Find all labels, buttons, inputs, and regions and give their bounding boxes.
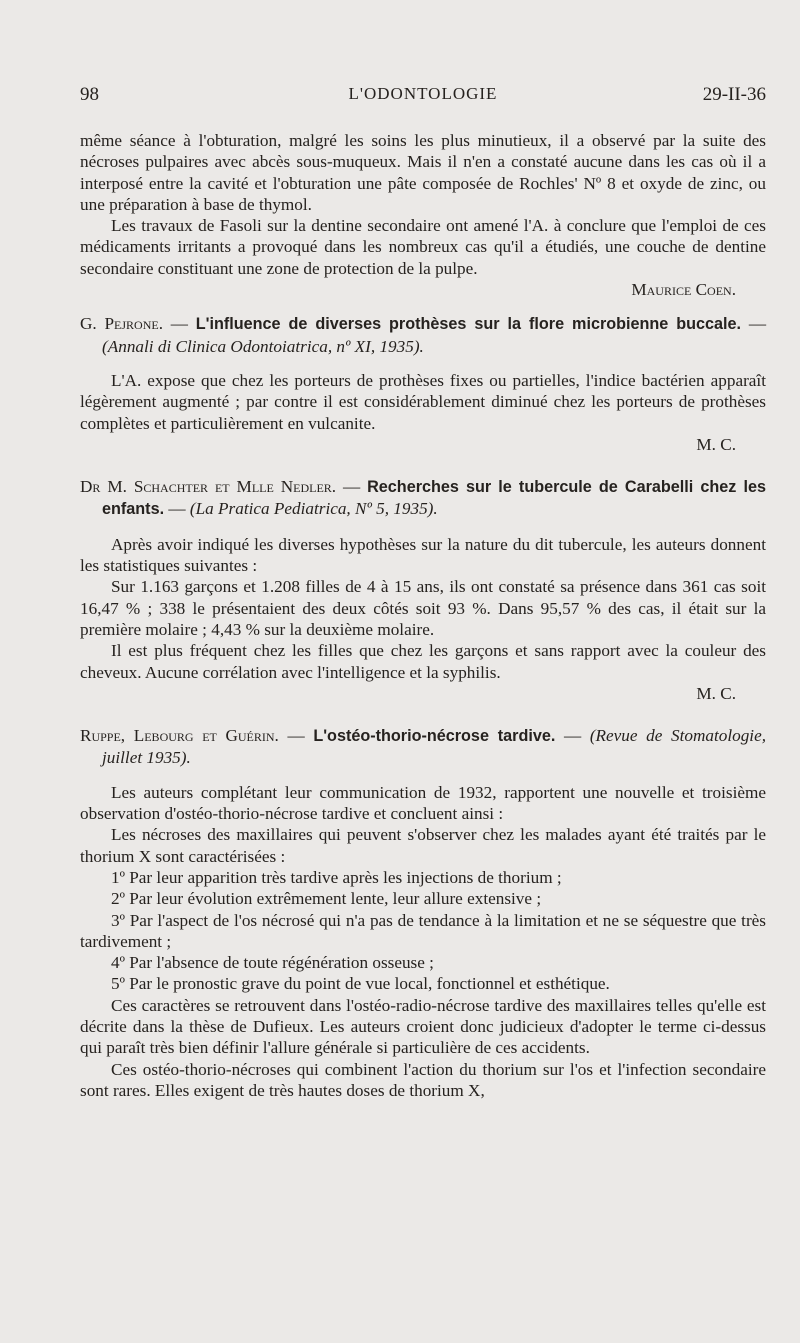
page-header: [80, 84, 766, 112]
review-title: L'influence de diverses prothèses sur la flore microbienne buccale.: [195, 315, 742, 334]
review-heading: [80, 725, 766, 769]
review-heading: [80, 476, 766, 521]
paragraph: Les auteurs complétant leur communication de 1932, rapportent une nouvelle et troisième observation d'ostéo-thorio-nécrose tardive et concluent ainsi :: [80, 782, 766, 824]
review-authors: G. Pejrone.: [80, 314, 164, 334]
page-number: 98: [80, 84, 99, 105]
dash: —: [164, 499, 190, 519]
paragraph: Ces ostéo-thorio-nécroses qui combinent l'action du thorium sur l'os et l'infection secondaire sont rares. Elles exigent de très hautes doses de thorium X,: [80, 1059, 766, 1100]
running-title: L'ODONTOLOGIE: [348, 84, 498, 103]
list-item: 5º Par le pronostic grave du point de vue local, fonctionnel et esthétique.: [111, 974, 610, 994]
review-source: (Revue de Stomatologie, juillet 1935).: [102, 726, 766, 768]
dash: —: [555, 726, 590, 746]
paragraph: même séance à l'obturation, malgré les soins les plus minutieux, il a observé par la suite des nécroses pulpaires avec abcès sous-muqueux. Mais il n'en a constaté aucune dans les cas où il a interposé entre la cavité et l'obturation une pâte composée de Rochles' Nº 8 et oxyde de zinc, ou une préparation à base de thymol.: [80, 131, 766, 214]
dash: —: [741, 314, 767, 334]
review-heading: [80, 313, 766, 357]
review-title: L'ostéo-thorio-nécrose tardive.: [313, 727, 556, 746]
signature: Maurice Coen.: [631, 280, 736, 300]
paragraph: Les travaux de Fasoli sur la dentine secondaire ont amené l'A. à conclure que l'emploi de ces médicaments irritants a provoqué dans les nombreux cas qu'il a étudiés, une couche de dentine secondaire constituant une zone de protection de la pulpe.: [80, 216, 766, 278]
list-item: 4º Par l'absence de toute régénération osseuse ;: [111, 953, 434, 973]
paragraph: Il est plus fréquent chez les filles que chez les garçons et sans rapport avec la couleur des cheveux. Aucune corrélation avec l'intelligence et la syphilis.: [80, 641, 766, 682]
review-authors: Dr M. Schachter et Mlle Nedler.: [80, 477, 337, 497]
dash: —: [278, 726, 314, 746]
signature: M. C.: [696, 683, 736, 703]
dash: —: [163, 314, 196, 334]
page-body: [80, 130, 766, 1101]
paragraph: Les nécroses des maxillaires qui peuvent s'observer chez les malades ayant été traités par le thorium X sont caractérisées :: [80, 825, 766, 866]
signature: M. C.: [696, 434, 736, 454]
paragraph: Après avoir indiqué les diverses hypothèses sur la nature du dit tubercule, les auteurs donnent les statistiques suivantes :: [80, 534, 766, 576]
paragraph: Ces caractères se retrouvent dans l'ostéo-radio-nécrose tardive des maxillaires telles qu'elle est décrite dans la thèse de Dufieux. Les auteurs croient donc judicieux d'adopter le terme ci-dessus qui paraît très bien définir l'allure générale si particulière de ces accidents.: [80, 995, 766, 1058]
review-source: (Annali di Clinica Odontoiatrica, nº XI, 1935).: [102, 336, 424, 356]
paragraph: L'A. expose que chez les porteurs de prothèses fixes ou partielles, l'indice bactérien apparaît légèrement augmenté ; par contre il est considérablement diminué chez les porteurs de prothèses complètes et particulièrement en vulcanite.: [80, 370, 766, 433]
list-item: 2º Par leur évolution extrêmement lente, leur allure extensive ;: [111, 889, 542, 909]
review-authors: Ruppe, Lebourg et Guérin.: [80, 726, 279, 746]
review-source: (La Pratica Pediatrica, Nº 5, 1935).: [189, 499, 438, 519]
review-title: Recherches sur le tubercule de Carabelli chez les enfants.: [102, 478, 766, 519]
paragraph: Sur 1.163 garçons et 1.208 filles de 4 à 15 ans, ils ont constaté sa présence dans 361 cas soit 16,47 % ; 338 le présentaient des deux côtés soit 93 %. Dans 95,57 % des cas, il était sur la première molaire ; 4,43 % sur la deuxième molaire.: [80, 577, 766, 639]
list-item: 1º Par leur apparition très tardive après les injections de thorium ;: [111, 867, 562, 887]
issue-date: 29-II-36: [702, 84, 766, 105]
list-item: 3º Par l'aspect de l'os nécrosé qui n'a pas de tendance à la limitation et ne se séquestre que très tardivement ;: [80, 910, 766, 951]
dash: —: [336, 477, 368, 497]
